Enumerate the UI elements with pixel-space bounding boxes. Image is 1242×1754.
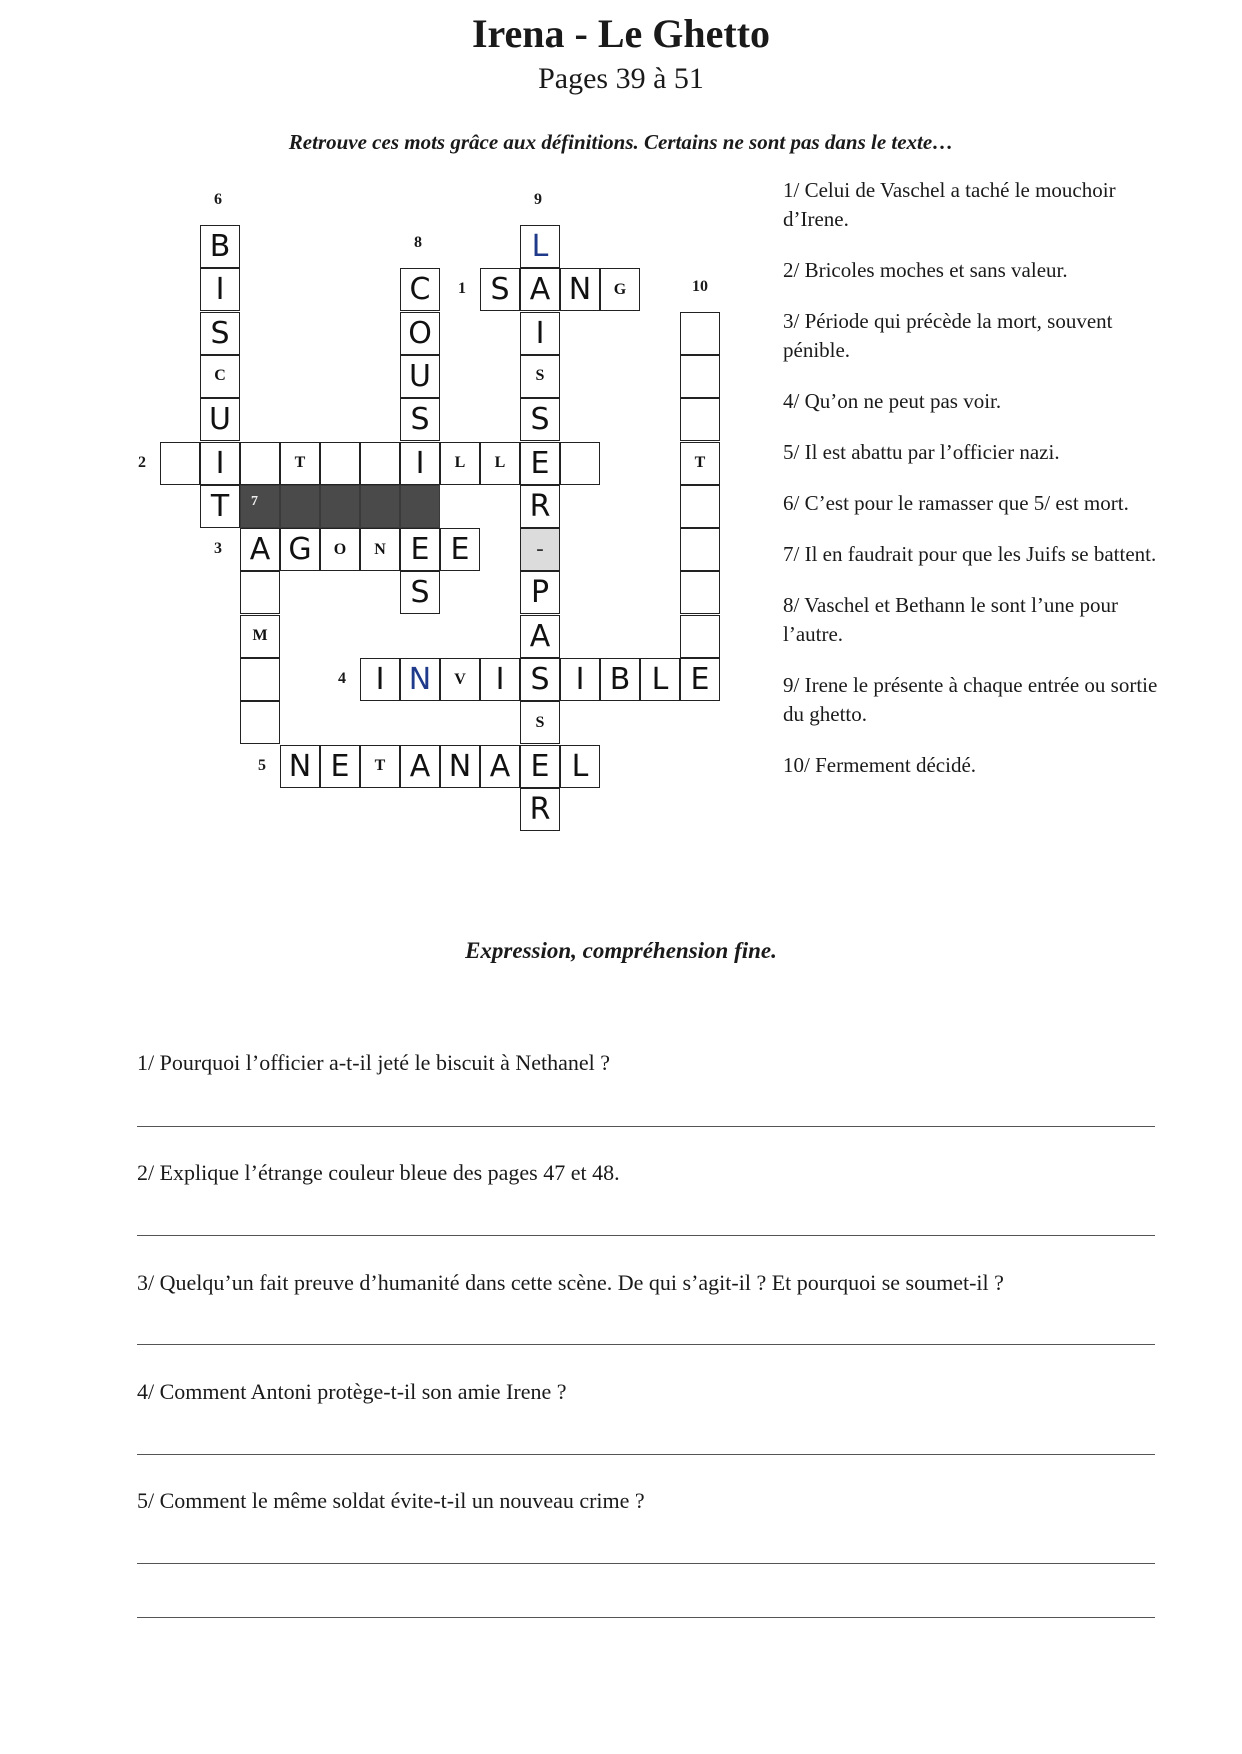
crossword-cell[interactable] — [680, 571, 720, 614]
cell-letter: L — [651, 662, 669, 697]
shaded-cell — [360, 485, 400, 528]
cell-letter: S — [530, 402, 550, 438]
clue-number-3: 3 — [214, 540, 222, 558]
cell-letter: R — [529, 488, 551, 524]
cell-letter: A — [489, 748, 511, 784]
crossword-cell[interactable] — [240, 571, 280, 614]
crossword-cell[interactable] — [400, 355, 440, 398]
crossword-cell[interactable] — [440, 442, 480, 485]
answer-line-5[interactable] — [137, 1563, 1155, 1564]
crossword-cell[interactable] — [520, 398, 560, 441]
crossword-cell[interactable] — [520, 442, 560, 485]
crossword-cell[interactable] — [520, 745, 560, 788]
cell-letter: L — [531, 229, 549, 264]
crossword-cell[interactable] — [320, 745, 360, 788]
clue-number-9: 9 — [534, 191, 542, 208]
crossword-cell[interactable] — [520, 788, 560, 831]
cell-letter: G — [288, 532, 312, 568]
cell-letter: S — [210, 315, 230, 351]
crossword-cell[interactable] — [200, 442, 240, 485]
crossword-cell[interactable] — [200, 355, 240, 398]
cell-letter: O — [408, 315, 432, 351]
crossword-cell[interactable] — [560, 658, 600, 701]
crossword-cell[interactable] — [520, 485, 560, 528]
crossword-cell[interactable] — [480, 745, 520, 788]
crossword-cell[interactable] — [400, 398, 440, 441]
crossword-cell[interactable] — [360, 528, 400, 571]
cell-letter: E — [530, 748, 550, 784]
cell-letter: V — [454, 670, 466, 688]
crossword-cell[interactable] — [200, 312, 240, 355]
crossword-cell[interactable] — [240, 442, 280, 485]
cell-letter: N — [408, 662, 432, 697]
cell-letter: C — [214, 367, 226, 385]
crossword-cell[interactable] — [400, 268, 440, 311]
cell-letter: A — [249, 532, 271, 568]
crossword-cell[interactable] — [480, 442, 520, 485]
question-2: 2/ Explique l’étrange couleur bleue des pages 47 et 48. — [137, 1160, 620, 1185]
cell-letter: L — [494, 454, 506, 471]
question-1: 1/ Pourquoi l’officier a-t-il jeté le biscuit à Nethanel ? — [137, 1050, 611, 1075]
answer-line-4[interactable] — [137, 1454, 1155, 1455]
cell-letter: S — [490, 272, 510, 308]
cell-letter: L — [454, 454, 466, 471]
answer-line-6[interactable] — [137, 1617, 1155, 1618]
cell-letter: I — [535, 315, 545, 351]
crossword-cell[interactable] — [200, 268, 240, 311]
crossword-cell[interactable] — [520, 571, 560, 614]
shaded-cell — [280, 485, 320, 528]
answer-line-1[interactable] — [137, 1126, 1155, 1127]
clue-number-10: 10 — [692, 277, 708, 295]
page-subtitle: Pages 39 à 51 — [538, 62, 704, 95]
crossword-cell[interactable] — [520, 268, 560, 311]
crossword-cell[interactable] — [560, 442, 600, 485]
crossword-instruction: Retrouve ces mots grâce aux définitions. Certains ne sont pas dans le texte… — [288, 130, 954, 154]
crossword-cell[interactable] — [520, 355, 560, 398]
crossword-cell[interactable] — [400, 528, 440, 571]
crossword-cell[interactable] — [680, 528, 720, 571]
definition-2: 2/ Bricoles moches et sans valeur. — [783, 258, 1068, 282]
cell-letter: N — [374, 540, 386, 558]
clue-number-7: 7 — [251, 493, 258, 509]
cell-letter: - — [536, 537, 544, 563]
cell-letter: E — [410, 532, 430, 568]
cell-letter: T — [374, 757, 386, 775]
answer-line-2[interactable] — [137, 1235, 1155, 1236]
crossword-cell[interactable] — [680, 658, 720, 701]
cell-letter: C — [409, 272, 431, 308]
crossword-cell[interactable] — [240, 701, 280, 744]
cell-letter: E — [450, 532, 470, 568]
definition-10: 10/ Fermement décidé. — [783, 753, 977, 777]
crossword-cell[interactable] — [240, 528, 280, 571]
crossword-cell[interactable] — [320, 528, 360, 571]
definition-8: 8/ Vaschel et Bethann le sont l’une pour l’autre. — [783, 593, 1118, 646]
crossword-cell[interactable] — [400, 658, 440, 701]
clue-number-1: 1 — [458, 280, 466, 298]
cell-letter: S — [530, 662, 550, 697]
cell-letter: I — [375, 662, 385, 697]
definition-9: 9/ Irene le présente à chaque entrée ou sortie du ghetto. — [783, 673, 1158, 726]
crossword-cell[interactable] — [680, 398, 720, 441]
cell-letter: N — [568, 272, 592, 308]
shaded-cell — [320, 485, 360, 528]
crossword-cell[interactable] — [520, 528, 560, 571]
clue-number-4: 4 — [338, 670, 346, 687]
crossword-cell[interactable] — [160, 442, 200, 485]
cell-letter: A — [529, 272, 551, 308]
page-title: Irena - Le Ghetto — [471, 11, 771, 56]
crossword-cell[interactable] — [520, 658, 560, 701]
crossword-cell[interactable] — [440, 658, 480, 701]
crossword-cell[interactable] — [520, 312, 560, 355]
cell-letter: L — [571, 748, 589, 784]
clue-number-8: 8 — [414, 234, 422, 252]
crossword-cell[interactable] — [680, 615, 720, 658]
crossword-cell[interactable] — [520, 701, 560, 744]
definitions-list — [783, 176, 1183, 802]
cell-letter: S — [535, 367, 545, 385]
crossword-cell[interactable] — [480, 658, 520, 701]
crossword-cell[interactable] — [240, 615, 280, 658]
crossword-cell[interactable] — [400, 442, 440, 485]
crossword-cell[interactable] — [280, 745, 320, 788]
crossword-cell[interactable] — [360, 442, 400, 485]
crossword-cell[interactable] — [200, 225, 240, 268]
cell-letter: O — [333, 540, 347, 558]
question-3: 3/ Quelqu’un fait preuve d’humanité dans cette scène. De qui s’agit-il ? Et pourquoi se soumet-il ? — [137, 1270, 1004, 1295]
cell-letter: E — [330, 748, 350, 784]
cell-letter: A — [409, 748, 431, 784]
cell-letter: T — [210, 488, 230, 524]
crossword-cell[interactable] — [200, 398, 240, 441]
crossword-cell[interactable] — [440, 745, 480, 788]
shaded-cell — [400, 485, 440, 528]
definition-3: 3/ Période qui précède la mort, souvent pénible. — [783, 309, 1113, 362]
crossword-cell[interactable] — [680, 312, 720, 355]
expression-title: Expression, compréhension fine. — [465, 938, 777, 963]
clue-number-2: 2 — [138, 453, 146, 471]
crossword-cell[interactable] — [320, 442, 360, 485]
cell-letter: I — [215, 445, 225, 481]
crossword-cell[interactable] — [400, 745, 440, 788]
answer-line-3[interactable] — [137, 1344, 1155, 1345]
cell-letter: S — [410, 575, 430, 611]
question-4: 4/ Comment Antoni protège-t-il son amie Irene ? — [137, 1379, 567, 1404]
cell-letter: M — [252, 627, 268, 645]
clue-number-5: 5 — [258, 756, 266, 774]
cell-letter: I — [415, 445, 425, 481]
cell-letter: N — [288, 748, 312, 784]
definition-7: 7/ Il en faudrait pour que les Juifs se battent. — [783, 542, 1157, 566]
crossword-cell[interactable] — [640, 658, 680, 701]
crossword-cell[interactable] — [520, 225, 560, 268]
cell-letter: I — [215, 272, 225, 308]
definition-5: 5/ Il est abattu par l’officier nazi. — [783, 440, 1060, 464]
cell-letter: A — [529, 618, 551, 654]
definition-1: 1/ Celui de Vaschel a taché le mouchoir d’Irene. — [783, 178, 1116, 231]
cell-letter: E — [530, 445, 550, 481]
cell-letter: U — [409, 358, 431, 394]
cell-letter: S — [410, 402, 430, 438]
clue-number-6: 6 — [214, 191, 222, 208]
cell-letter: I — [575, 662, 585, 697]
cell-letter: T — [694, 454, 706, 471]
cell-letter: I — [495, 662, 505, 697]
cell-letter: N — [448, 748, 472, 784]
crossword-cell[interactable] — [600, 268, 640, 311]
crossword-cell[interactable] — [400, 312, 440, 355]
crossword-cell[interactable] — [560, 268, 600, 311]
crossword-cell[interactable] — [440, 528, 480, 571]
cell-letter: U — [209, 402, 231, 438]
crossword-cell[interactable] — [400, 571, 440, 614]
crossword-cell[interactable] — [280, 442, 320, 485]
crossword-cell[interactable] — [200, 485, 240, 528]
crossword-cell[interactable] — [560, 745, 600, 788]
crossword-cell[interactable] — [680, 485, 720, 528]
crossword-cell[interactable] — [680, 442, 720, 485]
question-5: 5/ Comment le même soldat évite-t-il un nouveau crime ? — [137, 1488, 645, 1513]
crossword-cell[interactable] — [360, 745, 400, 788]
cell-letter: T — [294, 454, 306, 471]
cell-letter: E — [690, 662, 710, 697]
definition-4: 4/ Qu’on ne peut pas voir. — [783, 389, 1002, 413]
shaded-cell — [240, 485, 280, 528]
cell-letter: G — [613, 280, 627, 298]
crossword-cell[interactable] — [240, 658, 280, 701]
cell-letter: S — [535, 713, 545, 731]
crossword-cell[interactable] — [520, 615, 560, 658]
cell-letter: P — [530, 575, 550, 611]
definition-6: 6/ C’est pour le ramasser que 5/ est mort. — [783, 491, 1129, 515]
crossword-cell[interactable] — [280, 528, 320, 571]
crossword-cell[interactable] — [480, 268, 520, 311]
cell-letter: B — [609, 662, 631, 697]
cell-letter: B — [209, 229, 231, 264]
cell-letter: R — [529, 791, 551, 827]
crossword-cell[interactable] — [680, 355, 720, 398]
crossword-cell[interactable] — [360, 658, 400, 701]
crossword-cell[interactable] — [600, 658, 640, 701]
